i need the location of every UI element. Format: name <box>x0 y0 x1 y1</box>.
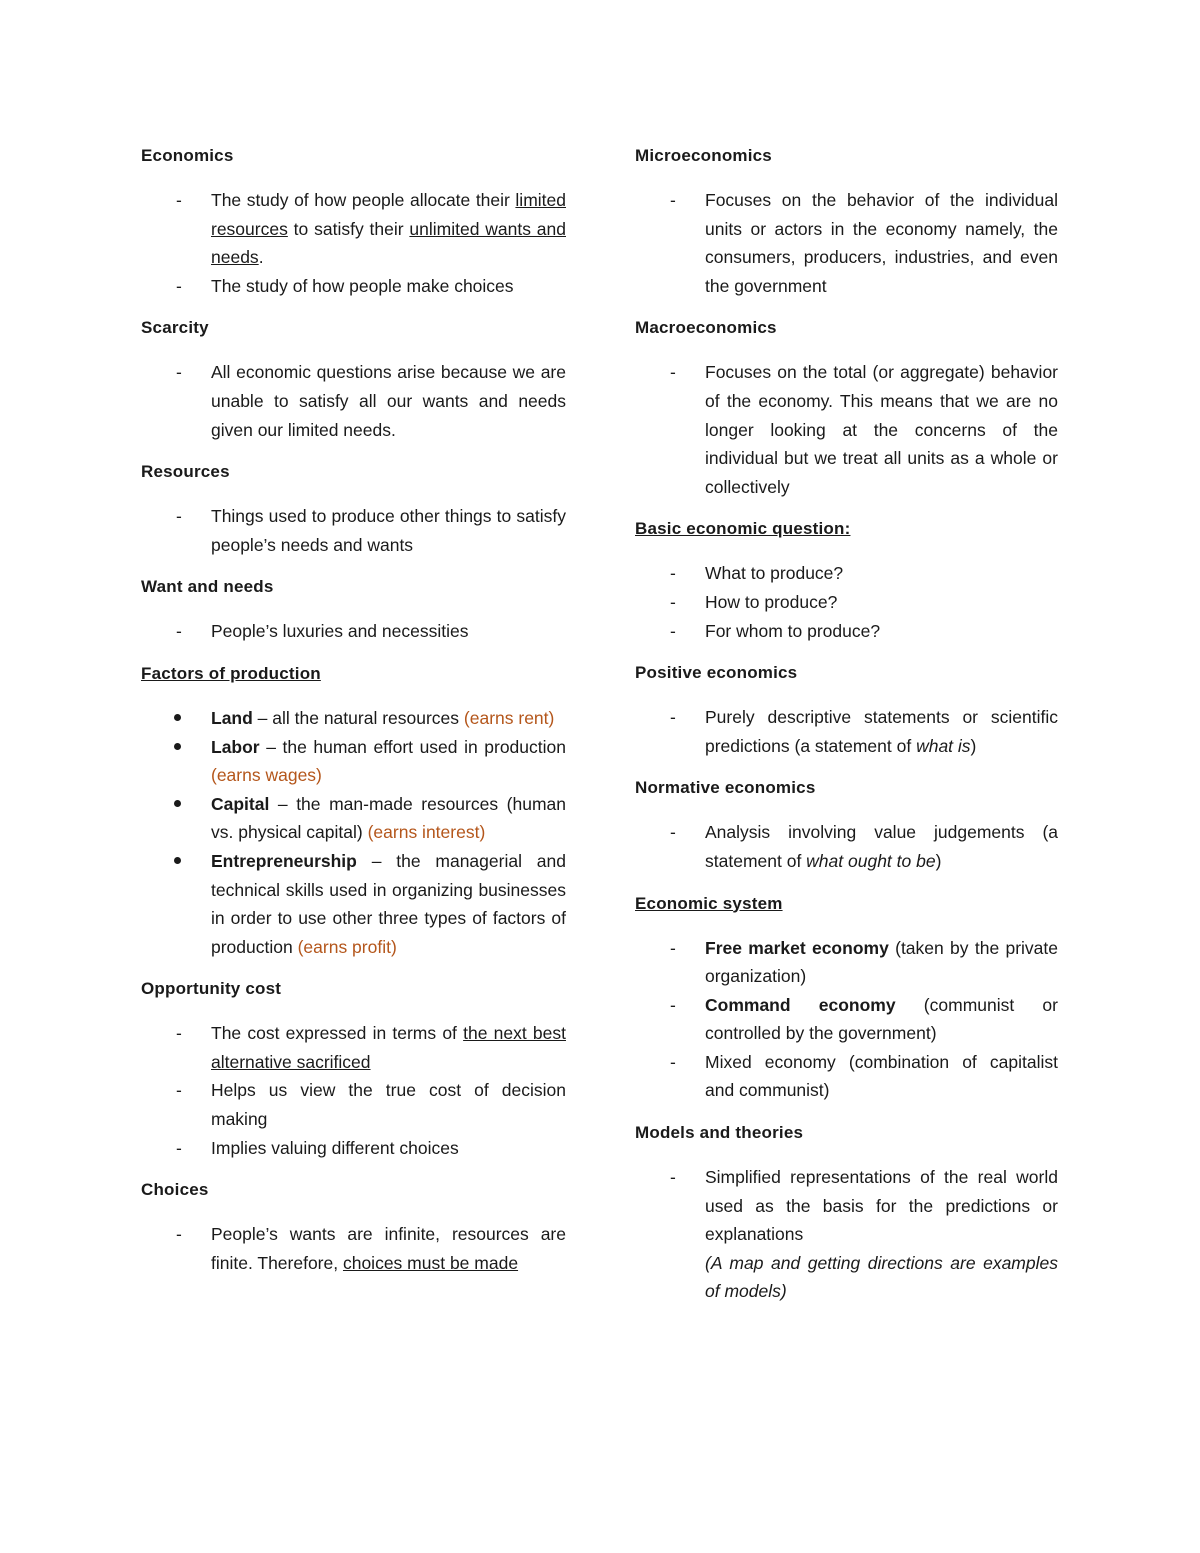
factor-land <box>141 704 566 733</box>
section-opportunity <box>141 975 566 1162</box>
heading-wants: Want and needs <box>141 577 274 597</box>
dash-marker: - <box>176 1023 182 1044</box>
dash-marker: - <box>176 621 182 642</box>
choices-item-1 <box>141 1220 566 1277</box>
heading-factors: Factors of production <box>141 663 321 683</box>
dash-marker: - <box>176 1080 182 1101</box>
dash-marker: - <box>176 506 182 527</box>
term: Capital <box>211 793 270 814</box>
basic-item-1 <box>635 559 1058 588</box>
section-scarcity <box>141 314 566 444</box>
micro-item-1 <box>635 186 1058 300</box>
text: What to produce? <box>705 563 844 584</box>
text: – all the natural resources <box>252 707 464 728</box>
left-column <box>141 142 566 1291</box>
underlined-text: the next best alternative sacrificed <box>211 1023 566 1072</box>
opportunity-item-3 <box>141 1134 566 1163</box>
positive-item-1 <box>635 703 1058 760</box>
underlined-text: unlimited wants and needs <box>211 218 566 268</box>
macro-item-1 <box>635 358 1058 501</box>
wants-item-1 <box>141 617 566 646</box>
heading-normative: Normative economics <box>635 778 816 798</box>
section-macro <box>635 314 1058 501</box>
text: All economic questions arise because we are unable to satisfy all our wants and needs given our limited needs. <box>211 362 566 440</box>
bullet-icon <box>174 800 181 807</box>
earns-text: (earns wages) <box>211 765 322 786</box>
section-normative <box>635 774 1058 875</box>
heading-micro: Microeconomics <box>635 146 772 165</box>
text: Focuses on the behavior of the individual units or actors in the economy namely, the consumers, producers, industries, and even the government <box>705 190 1058 296</box>
text: – the human effort used in production <box>259 736 566 757</box>
earns-text: (earns interest) <box>367 822 486 843</box>
underlined-text: limited resources <box>211 190 566 239</box>
text: For whom to produce? <box>705 620 881 641</box>
bullet-icon <box>174 743 181 750</box>
text: The cost expressed in terms of <box>211 1023 464 1044</box>
dash-marker: - <box>670 591 676 612</box>
dash-marker: - <box>670 707 676 728</box>
dash-marker: - <box>176 275 182 296</box>
italic-text: (A map and getting directions are examples of models) <box>705 1252 1058 1302</box>
text: People’s luxuries and necessities <box>211 621 469 642</box>
text: Things used to produce other things to satisfy people’s needs and wants <box>211 506 566 555</box>
section-system <box>635 890 1058 1106</box>
section-resources <box>141 458 566 559</box>
text: Mixed economy (combination of capitalist and communist) <box>705 1051 1058 1101</box>
heading-choices: Choices <box>141 1180 209 1200</box>
text: – the managerial and technical skills used in organizing businesses in order to use other three types of factors of production <box>211 850 566 957</box>
heading-opportunity: Opportunity cost <box>141 979 282 999</box>
heading-models: Models and theories <box>635 1123 804 1143</box>
dash-marker: - <box>670 822 676 843</box>
section-basic <box>635 515 1058 645</box>
text: How to produce? <box>705 591 838 612</box>
dash-marker: - <box>176 1224 182 1245</box>
heading-system: Economic system <box>635 893 783 913</box>
dash-marker: - <box>670 937 676 958</box>
text: Simplified representations of the real world used as the basis for the predictions or explanations <box>705 1167 1058 1245</box>
text: People’s wants are infinite, resources are finite. Therefore, <box>211 1224 566 1273</box>
dash-marker: - <box>670 190 676 210</box>
text: (communist or controlled by the government) <box>705 994 1058 1044</box>
dash-marker: - <box>176 362 182 383</box>
system-item-1 <box>635 934 1058 991</box>
section-factors <box>141 660 566 961</box>
basic-item-2 <box>635 588 1058 617</box>
section-micro <box>635 142 1058 300</box>
dash-marker: - <box>670 620 676 641</box>
text: – the man-made resources (human vs. physical capital) <box>211 793 566 843</box>
heading-positive: Positive economics <box>635 663 798 683</box>
text: Purely descriptive statements or scientific predictions (a statement of <box>705 707 1058 756</box>
section-economics <box>141 142 566 300</box>
economics-item-1 <box>141 186 566 272</box>
system-item-2 <box>635 991 1058 1048</box>
section-wants <box>141 573 566 646</box>
heading-basic: Basic economic question: <box>635 519 851 539</box>
dash-marker: - <box>670 563 676 584</box>
text: to satisfy their <box>287 218 410 239</box>
text: (taken by the private organization) <box>705 937 1059 987</box>
term: Land <box>211 707 253 728</box>
models-item-1 <box>635 1163 1058 1306</box>
bullet-icon <box>174 714 181 721</box>
right-column <box>635 142 1058 1320</box>
heading-resources: Resources <box>141 462 230 482</box>
section-models <box>635 1119 1058 1306</box>
text: The study of how people make choices <box>211 275 514 296</box>
heading-macro: Macroeconomics <box>635 318 777 338</box>
basic-item-3 <box>635 617 1058 646</box>
text: ) <box>935 850 942 871</box>
dash-marker: - <box>670 1051 676 1072</box>
section-choices <box>141 1176 566 1277</box>
dash-marker: - <box>176 1137 182 1158</box>
term: Labor <box>211 736 260 757</box>
opportunity-item-2 <box>141 1076 566 1133</box>
dash-marker: - <box>670 1167 676 1188</box>
italic-text: what is <box>916 735 971 756</box>
term: Entrepreneurship <box>211 850 357 871</box>
normative-item-1 <box>635 818 1058 875</box>
term: Command economy <box>705 994 896 1015</box>
earns-text: (earns rent) <box>463 707 555 728</box>
factor-labor <box>141 733 566 790</box>
dash-marker: - <box>670 994 676 1015</box>
bullet-icon <box>174 857 181 864</box>
resources-item-1 <box>141 502 566 559</box>
opportunity-item-1 <box>141 1019 566 1076</box>
system-item-3 <box>635 1048 1058 1105</box>
factor-capital <box>141 790 566 847</box>
underlined-text: choices must be made <box>342 1252 519 1273</box>
text: ) <box>970 735 977 756</box>
dash-marker: - <box>176 190 182 210</box>
italic-text: what ought to be <box>806 850 936 871</box>
economics-item-2 <box>141 272 566 301</box>
scarcity-item-1 <box>141 358 566 444</box>
text: Analysis involving value judgements (a statement of <box>705 822 1058 871</box>
earns-text: (earns profit) <box>297 936 397 957</box>
text: . <box>258 247 264 268</box>
factor-entrepreneurship <box>141 847 566 961</box>
term: Free market economy <box>705 937 889 958</box>
dash-marker: - <box>670 362 676 383</box>
text: Helps us view the true cost of decision making <box>211 1080 566 1130</box>
heading-scarcity: Scarcity <box>141 318 209 338</box>
text: The study of how people allocate their <box>211 190 516 210</box>
heading-economics: Economics <box>141 146 234 165</box>
text: Implies valuing different choices <box>211 1137 459 1158</box>
section-positive <box>635 659 1058 760</box>
text: Focuses on the total (or aggregate) behavior of the economy. This means that we are no longer looking at the concerns of the individual but we treat all units as a whole or collectively <box>705 362 1058 497</box>
